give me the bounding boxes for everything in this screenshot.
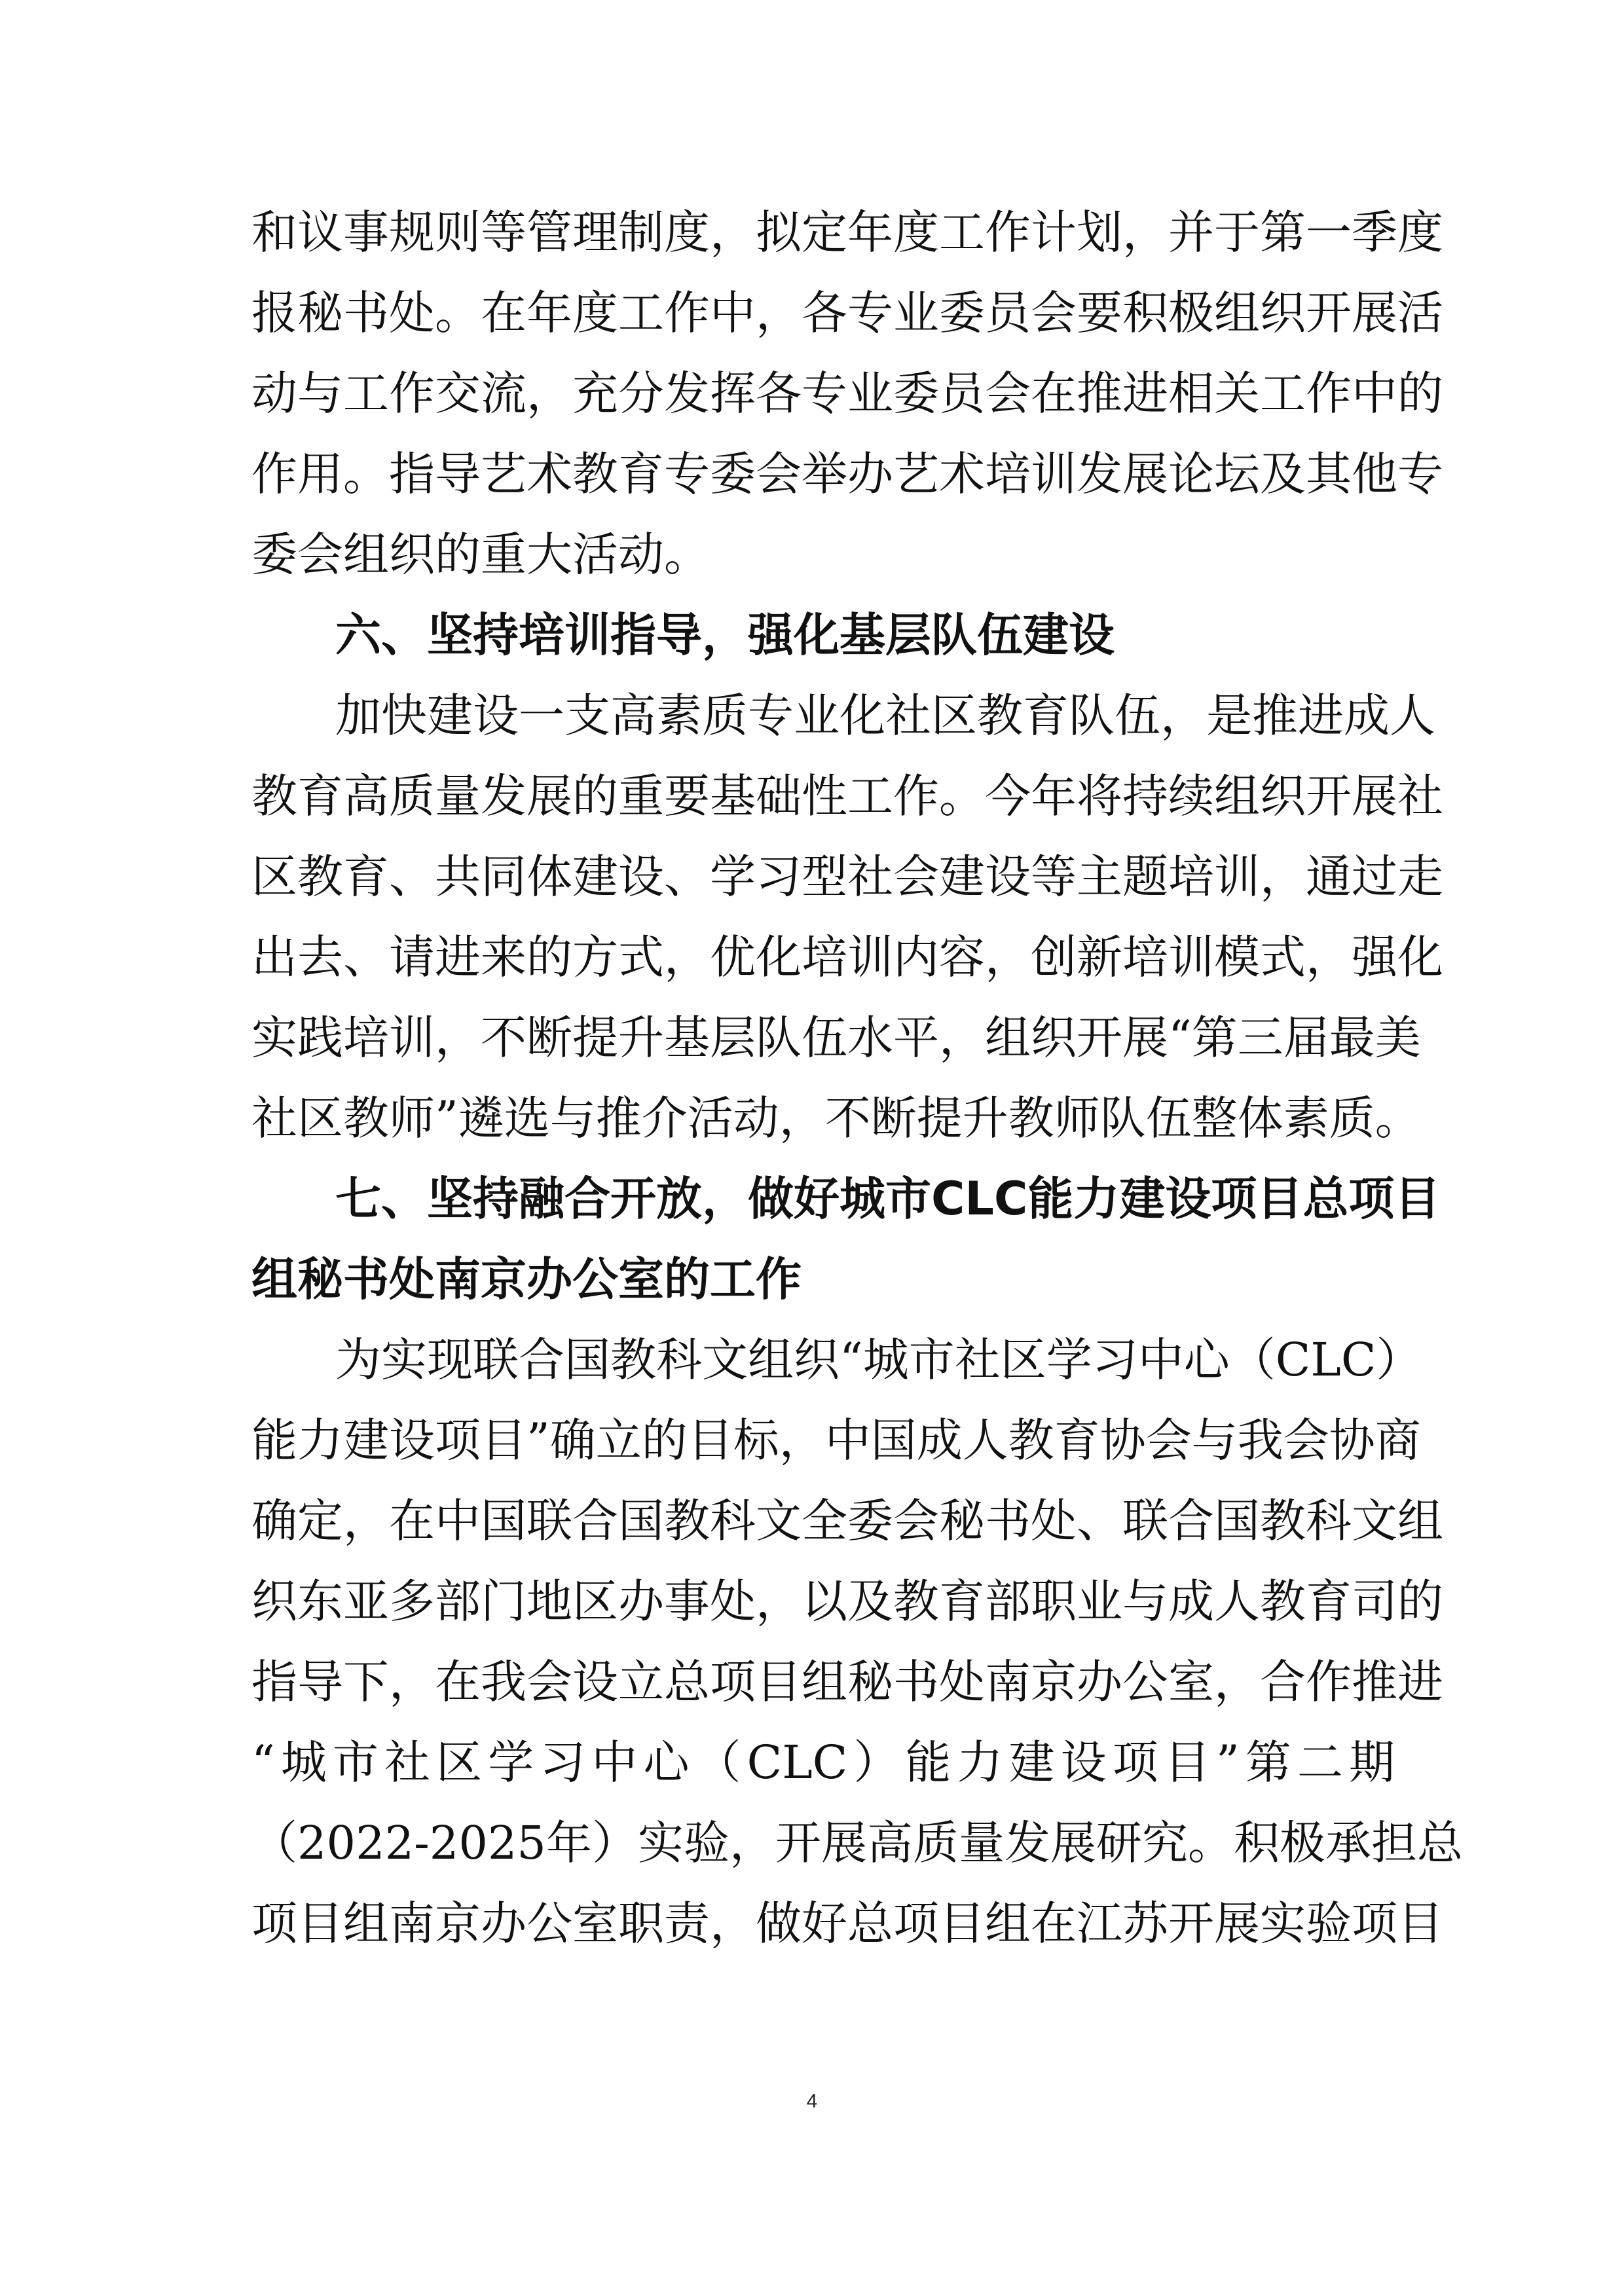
body-line: 报秘书处。在年度工作中，各专业委员会要积极组织开展活 <box>251 286 1443 340</box>
body-line: 加快建设一支高素质专业化社区教育队伍，是推进成人 <box>335 689 1435 742</box>
body-line: 作用。指导艺术教育专委会举办艺术培训发展论坛及其他专 <box>251 447 1443 501</box>
body-line: 教育高质量发展的重要基础性工作。今年将持续组织开展社 <box>251 769 1443 823</box>
body-line: 确定，在中国联合国教科文全委会秘书处、联合国教科文组 <box>251 1494 1443 1548</box>
section-heading-6: 六、坚持培训指导，强化基层队伍建设 <box>335 608 1115 662</box>
body-line: 织东亚多部门地区办事处，以及教育部职业与成人教育司的 <box>251 1575 1443 1628</box>
body-line: 动与工作交流，充分发挥各专业委员会在推进相关工作中的 <box>251 367 1443 420</box>
body-line: 委会组织的重大活动。 <box>251 528 710 581</box>
section-heading-7: 七、坚持融合开放，做好城市CLC能力建设项目总项目 <box>335 1172 1441 1226</box>
page-number: 4 <box>806 2090 818 2112</box>
body-line: 社区教师”遴选与推介活动，不断提升教师队伍整体素质。 <box>251 1091 1421 1145</box>
body-line: 为实现联合国教科文组织“城市社区学习中心（CLC） <box>335 1333 1422 1387</box>
body-line: “城市社区学习中心（CLC）能力建设项目”第二期 <box>251 1736 1395 1789</box>
body-line: （2022-2025年）实验，开展高质量发展研究。积极承担总 <box>251 1816 1463 1870</box>
body-line: 项目组南京办公室职责，做好总项目组在江苏开展实验项目 <box>251 1897 1443 1950</box>
body-line: 能力建设项目”确立的目标，中国成人教育协会与我会协商 <box>251 1413 1421 1467</box>
body-line: 区教育、共同体建设、学习型社会建设等主题培训，通过走 <box>251 850 1443 903</box>
body-line: 指导下，在我会设立总项目组秘书处南京办公室，合作推进 <box>251 1655 1443 1709</box>
body-line: 实践培训，不断提升基层队伍水平，组织开展“第三届最美 <box>251 1011 1421 1065</box>
body-line: 出去、请进来的方式，优化培训内容，创新培训模式，强化 <box>251 930 1443 984</box>
body-line: 和议事规则等管理制度，拟定年度工作计划，并于第一季度 <box>251 206 1443 259</box>
section-heading-7-continued: 组秘书处南京办公室的工作 <box>251 1252 802 1306</box>
